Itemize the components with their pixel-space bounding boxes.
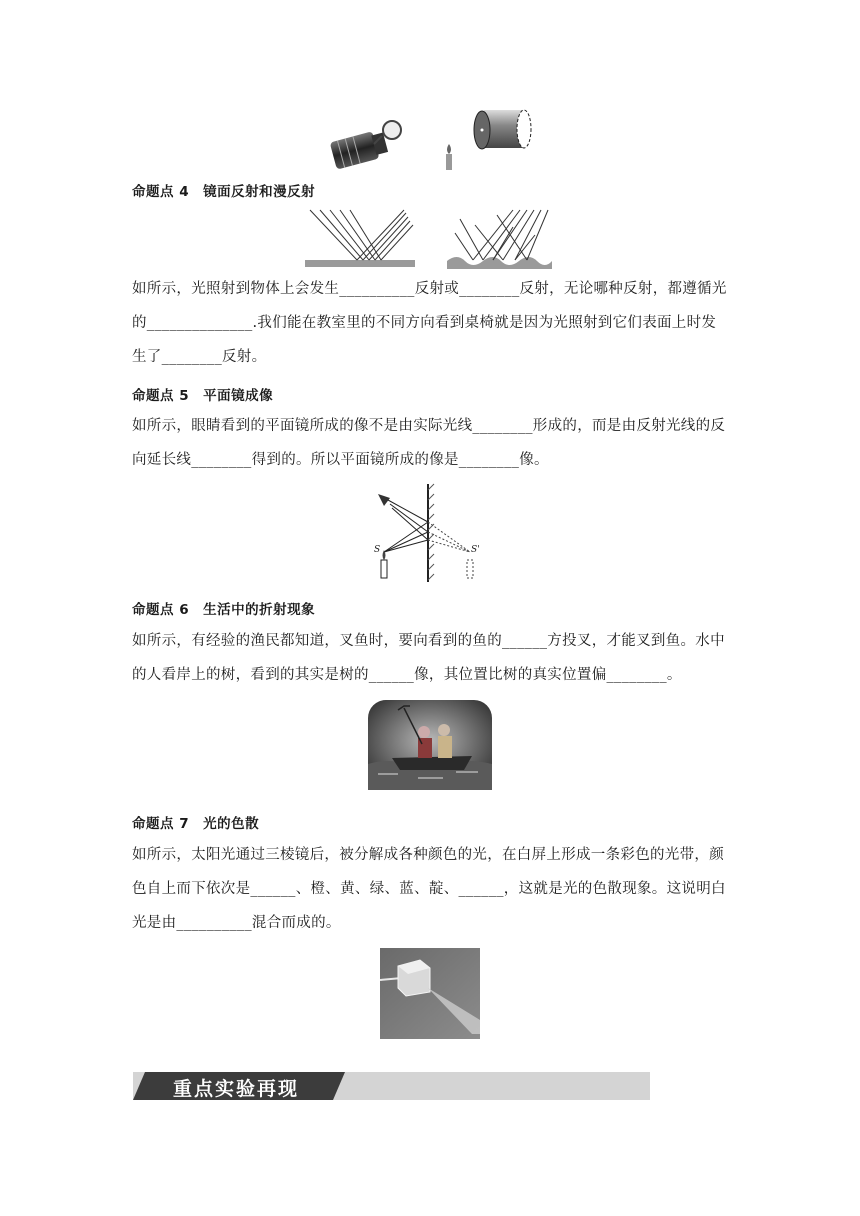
- section-banner: [133, 1072, 650, 1100]
- plane-mirror-figure: [372, 482, 484, 584]
- section7-line3: 光是由__________混合而成的。: [132, 915, 341, 931]
- section4-heading: 命题点 4 镜面反射和漫反射: [132, 184, 316, 200]
- section4-line2: 的______________.我们能在教室里的不同方向看到桌椅就是因为光照射到它们表面上时发: [132, 315, 717, 331]
- banner-title: 重点实验再现: [173, 1078, 300, 1100]
- section7-line1: 如所示，太阳光通过三棱镜后，被分解成各种颜色的光，在白屏上形成一条彩色的光带，颜: [132, 847, 724, 863]
- label-s: S: [374, 545, 381, 555]
- pinhole-figure: [326, 100, 534, 172]
- section7-line2: 色自上而下依次是______、橙、黄、绿、蓝、靛、______，这就是光的色散现象。这说明白: [132, 881, 726, 897]
- section6-heading: 命题点 6 生活中的折射现象: [132, 602, 316, 618]
- section6-line1: 如所示，有经验的渔民都知道，叉鱼时，要向看到的鱼的______方投叉，才能叉到鱼。水中: [132, 633, 725, 649]
- fishing-figure: [368, 700, 492, 790]
- section4-line1: 如所示，光照射到物体上会发生__________反射或________反射，无论哪种反射，都遵循光: [132, 281, 727, 297]
- reflection-figure: [305, 205, 552, 269]
- section5-line1: 如所示，眼睛看到的平面镜所成的像不是由实际光线________形成的，而是由反射光线的反: [132, 418, 726, 434]
- section5-line2: 向延长线________得到的。所以平面镜所成的像是________像。: [132, 452, 549, 468]
- section4-line3: 生了________反射。: [132, 349, 267, 365]
- section6-line2: 的人看岸上的树，看到的其实是树的______像，其位置比树的真实位置偏________。: [132, 667, 682, 683]
- section5-heading: 命题点 5 平面镜成像: [132, 388, 274, 404]
- label-s-prime: S': [471, 545, 480, 555]
- section7-heading: 命题点 7 光的色散: [132, 816, 260, 832]
- prism-figure: [380, 948, 480, 1039]
